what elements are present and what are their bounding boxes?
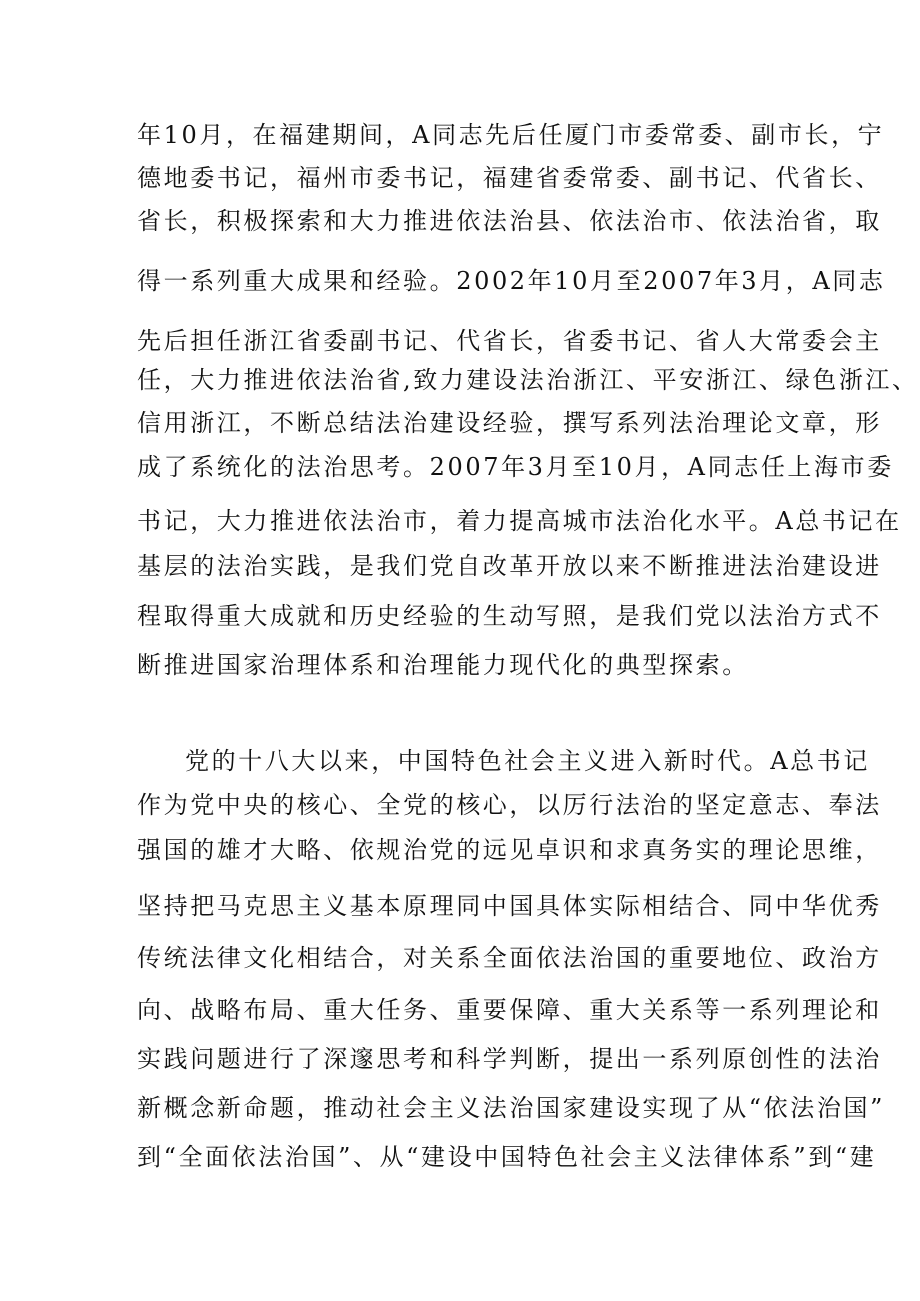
paragraph-2-line-4: 坚持把马克思主义基本原理同中国具体实际相结合、同中华优秀: [137, 892, 882, 920]
paragraph-2-line-9: 到“全面依法治国”、从“建设中国特色社会主义法律体系”到“建: [137, 1143, 877, 1171]
paragraph-1-line-8: 成了系统化的法治思考。2007年3月至10月，A同志任上海市委: [137, 453, 894, 481]
paragraph-2-line-7: 实践问题进行了深邃思考和科学判断，提出一系列原创性的法治: [137, 1045, 882, 1073]
paragraph-2-line-1: 党的十八大以来，中国特色社会主义进入新时代。A总书记: [185, 747, 870, 775]
paragraph-2-line-6: 向、战略布局、重大任务、重要保障、重大关系等一系列理论和: [137, 996, 882, 1024]
paragraph-1-line-7: 信用浙江，不断总结法治建设经验，撰写系列法治理论文章，形: [137, 409, 882, 437]
paragraph-1-line-3: 省长，积极探索和大力推进依法治县、依法治市、依法治省，取: [137, 207, 882, 235]
paragraph-1-line-10: 基层的法治实践，是我们党自改革开放以来不断推进法治建设进: [137, 552, 882, 580]
paragraph-1-line-2: 德地委书记，福州市委书记，福建省委常委、副书记、代省长、: [137, 164, 882, 192]
paragraph-1-line-6: 任，大力推进依法治省,致力建设法治浙江、平安浙江、绿色浙江、: [137, 366, 919, 394]
paragraph-2-line-5: 传统法律文化相结合，对关系全面依法治国的重要地位、政治方: [137, 944, 882, 972]
paragraph-2-line-3: 强国的雄才大略、依规治党的远见卓识和求真务实的理论思维，: [137, 836, 882, 864]
paragraph-1-line-5: 先后担任浙江省委副书记、代省长，省委书记、省人大常委会主: [137, 327, 882, 355]
paragraph-1-line-9: 书记，大力推进依法治市，着力提高城市法治化水平。A总书记在: [137, 507, 902, 535]
paragraph-2-line-8: 新概念新命题，推动社会主义法治国家建设实现了从“依法治国”: [137, 1094, 885, 1122]
paragraph-1-line-1: 年10月，在福建期间，A同志先后任厦门市委常委、副市长，宁: [137, 121, 885, 149]
paragraph-1-line-4: 得一系列重大成果和经验。2002年10月至2007年3月，A同志: [137, 267, 886, 295]
paragraph-1-line-12: 断推进国家治理体系和治理能力现代化的典型探索。: [137, 651, 749, 679]
paragraph-2-line-2: 作为党中央的核心、全党的核心，以厉行法治的坚定意志、奉法: [137, 791, 882, 819]
paragraph-1-line-11: 程取得重大成就和历史经验的生动写照，是我们党以法治方式不: [137, 602, 882, 630]
